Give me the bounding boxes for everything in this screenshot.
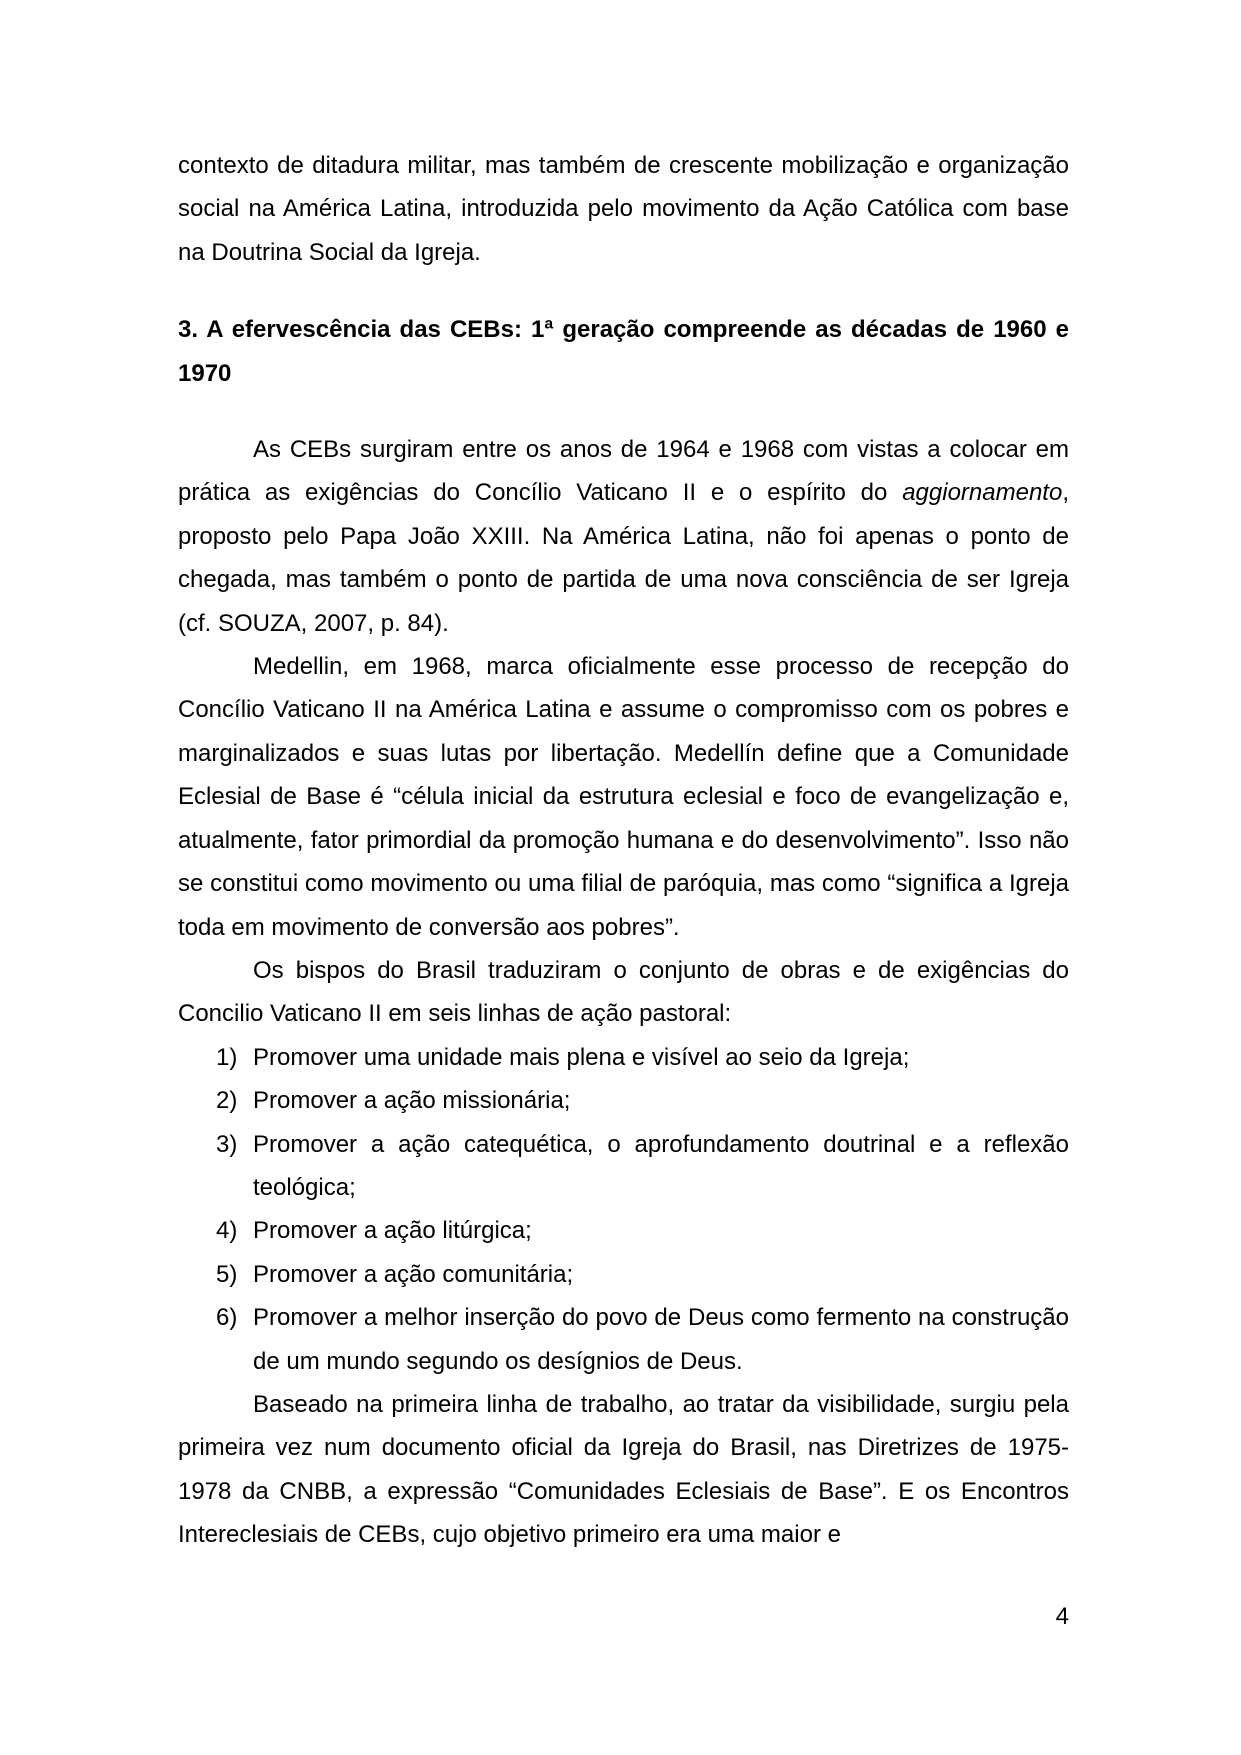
- paragraph-text: , proposto pelo Papa João XXIII. Na América Latina, não foi apenas o ponto de chegada, mas também o ponto de partida de uma nova consciência de ser Igreja (cf. SOUZA, 2007, p. 84).: [178, 479, 1069, 637]
- list-item-text: Promover a ação comunitária;: [253, 1260, 574, 1288]
- body-paragraph: [178, 428, 1069, 645]
- list-number: 1): [216, 1043, 238, 1071]
- list-item: [178, 1079, 1069, 1122]
- section-heading: 3. A efervescência das CEBs: 1ª geração compreende as décadas de 1960 e 1970: [178, 316, 1069, 387]
- body-paragraph: Baseado na primeira linha de trabalho, ao tratar da visibilidade, surgiu pela primeira vez num documento oficial da Igreja do Brasil, nas Diretrizes de 1975-1978 da CNBB, a expressão “Comunidades Eclesiais de Base”. E os Encontros Intereclesiais de CEBs, cujo objetivo primeiro era uma maior e: [178, 1390, 1069, 1549]
- italic-term: aggiornamento: [902, 479, 1063, 507]
- page-content: [178, 144, 1069, 1557]
- body-paragraph: Os bispos do Brasil traduziram o conjunto de obras e de exigências do Concilio Vaticano II em seis linhas de ação pastoral:: [178, 956, 1069, 1028]
- list-item-text: Promover a ação litúrgica;: [253, 1217, 532, 1245]
- list-item: [178, 1209, 1069, 1252]
- list-item: [178, 1296, 1069, 1383]
- page-number: 4: [1055, 1603, 1069, 1630]
- list-item: [178, 1036, 1069, 1079]
- numbered-list: [178, 1036, 1069, 1383]
- list-item-text: Promover a ação missionária;: [253, 1087, 571, 1115]
- list-item: [178, 1253, 1069, 1296]
- list-number: 4): [216, 1217, 238, 1245]
- list-number: 5): [216, 1260, 238, 1288]
- list-number: 2): [216, 1087, 238, 1115]
- list-number: 6): [216, 1304, 238, 1332]
- list-item-text: Promover uma unidade mais plena e visível ao seio da Igreja;: [253, 1043, 910, 1071]
- paragraph-text: As CEBs surgiram entre os anos de 1964 e 1968 com vistas a colocar em prática as exigências do Concílio Vaticano II e o espírito do: [178, 436, 1069, 507]
- list-number: 3): [216, 1130, 238, 1158]
- list-item-text: Promover a ação catequética, o aprofundamento doutrinal e a reflexão teológica;: [253, 1130, 1069, 1201]
- list-item: [178, 1123, 1069, 1210]
- body-paragraph: Medellin, em 1968, marca oficialmente esse processo de recepção do Concílio Vaticano II na América Latina e assume o compromisso com os pobres e marginalizados e suas lutas por libertação. Medellín define que a Comunidade Eclesial de Base é “célula inicial da estrutura eclesial e foco de evangelização e, atualmente, fator primordial da promoção humana e do desenvolvimento”. Isso não se constitui como movimento ou uma filial de paróquia, mas como “significa a Igreja toda em movimento de conversão aos pobres”.: [178, 653, 1069, 941]
- body-paragraph: contexto de ditadura militar, mas também de crescente mobilização e organização social na América Latina, introduzida pelo movimento da Ação Católica com base na Doutrina Social da Igreja.: [178, 152, 1069, 266]
- list-item-text: Promover a melhor inserção do povo de Deus como fermento na construção de um mundo segundo os desígnios de Deus.: [253, 1304, 1069, 1375]
